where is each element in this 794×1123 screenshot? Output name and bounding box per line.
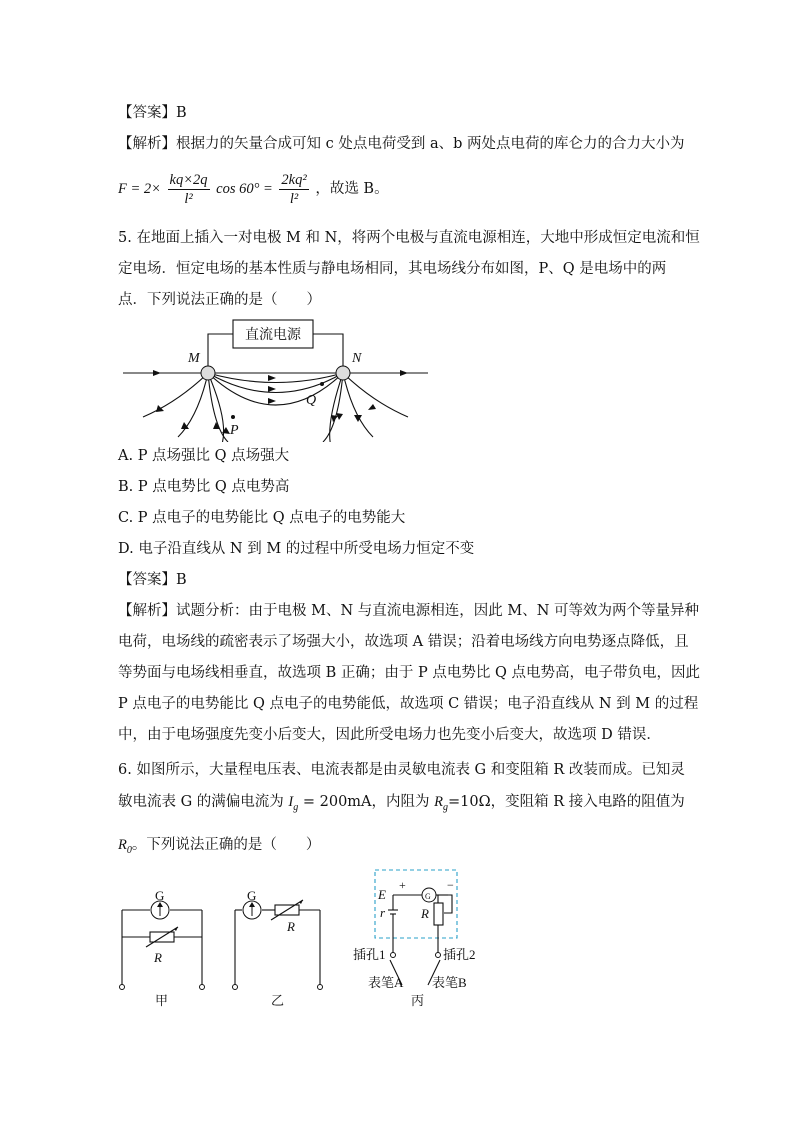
point-q xyxy=(320,382,324,386)
q5-analysis-line-3: 等势面与电场线相垂直，故选项 B 正确；由于 P 点电势比 Q 点电势高，电子带负电，因此 xyxy=(118,665,700,681)
q4-analysis-line xyxy=(118,134,684,154)
label-plus: + xyxy=(399,878,406,892)
q6-stem-line-3 xyxy=(118,835,320,861)
label-n: N xyxy=(352,351,362,366)
label-minus: − xyxy=(447,878,454,892)
ig-symbol: $I_g$ xyxy=(288,794,299,813)
r0-symbol: $R_0$ xyxy=(118,837,132,856)
fraction-2 xyxy=(279,171,308,208)
fraction-2-numerator: 2kq² xyxy=(281,171,307,188)
q5-stem-line-3: 点．下列说法正确的是（ ） xyxy=(118,292,321,308)
label-p: P xyxy=(230,423,239,438)
electrode-n xyxy=(336,366,350,380)
q6-stem-line-1: 6. 如图所示，大量程电压表、电流表都是由灵敏电流表 G 和变阻箱 R 改装而成。已知灵 xyxy=(118,762,685,778)
field-line-figure xyxy=(118,312,438,442)
formula-mid: cos 60° = xyxy=(216,181,273,197)
q6-stem-text-b: ，内阻为 xyxy=(371,794,430,810)
label-r-jia: R xyxy=(154,950,162,965)
label-g-jia: G xyxy=(155,888,165,903)
q5-option-c: C. P 点电子的电势能比 Q 点电子的电势能大 xyxy=(118,510,406,526)
q6-stem-text-3: 。下列说法正确的是（ ） xyxy=(131,837,321,853)
formula-tail: ，故选 B。 xyxy=(315,181,389,197)
label-m: M xyxy=(188,351,200,366)
q5-stem-line-2: 定电场．恒定电场的基本性质与静电场相同，其电场线分布如图，P、Q 是电场中的两 xyxy=(118,261,667,277)
answer-value: B xyxy=(176,105,187,121)
answer-tag: 【答案】 xyxy=(118,572,176,588)
rg-symbol: $R_g$ xyxy=(434,794,448,813)
label-g-yi: G xyxy=(247,888,257,903)
q5-option-a: A. P 点场强比 Q 点场强大 xyxy=(118,448,290,464)
analysis-text: 根据力的矢量合成可知 c 处点电荷受到 a、b 两处点电荷的库仑力的合力大小为 xyxy=(176,136,685,152)
q6-stem-line-2 xyxy=(118,792,685,818)
fraction-1-denominator: l² xyxy=(184,190,193,207)
label-probe-b: 表笔B xyxy=(432,975,467,990)
q4-formula xyxy=(118,170,389,208)
label-e: E xyxy=(378,887,386,902)
analysis-text: 试题分析：由于电极 M、N 与直流电源相连，因此 M、N 可等效为两个等量异种 xyxy=(176,603,700,619)
q5-analysis-line-1 xyxy=(118,601,699,621)
q5-option-d: D. 电子沿直线从 N 到 M 的过程中所受电场力恒定不变 xyxy=(118,541,475,557)
ig-value: = 200mA xyxy=(302,794,372,810)
electrode-m xyxy=(201,366,215,380)
label-q: Q xyxy=(306,393,317,408)
label-probe-a: 表笔A xyxy=(368,975,404,990)
q5-analysis-line-5: 中，由于电场强度先变小后变大，因此所受电场力也先变小后变大，故选项 D 错误． xyxy=(118,727,661,743)
circuit-figures xyxy=(110,865,490,1015)
label-r-bing: R xyxy=(421,906,429,921)
q5-answer-line xyxy=(118,570,187,590)
analysis-tag: 【解析】 xyxy=(118,136,176,152)
label-g-bing: G xyxy=(425,892,431,901)
formula-lead: F = 2× xyxy=(118,181,161,197)
q5-stem-line-1: 5. 在地面上插入一对电极 M 和 N，将两个电极与直流电源相连，大地中形成恒定电流和恒 xyxy=(118,230,700,246)
answer-value: B xyxy=(176,572,187,588)
q5-option-b: B. P 点电势比 Q 点电势高 xyxy=(118,479,290,495)
dc-source-label: 直流电源 xyxy=(245,328,301,343)
answer-tag: 【答案】 xyxy=(118,105,176,121)
rg-value: =10Ω xyxy=(448,794,491,810)
fraction-2-denominator: l² xyxy=(289,190,299,207)
q5-analysis-line-4: P 点电子的电势能比 Q 点电子的电势能低，故选项 C 错误；电子沿直线从 N 到 M 的过程 xyxy=(118,696,699,712)
label-jack-2: 插孔2 xyxy=(443,947,476,962)
q6-stem-text-c: ，变阻箱 R 接入电路的阻值为 xyxy=(490,794,685,810)
q6-stem-text-a: 敏电流表 G 的满偏电流为 xyxy=(118,794,284,810)
q5-analysis-line-2: 电荷，电场线的疏密表示了场强大小，故选项 A 错误；沿着电场线方向电势逐点降低，且 xyxy=(118,634,689,650)
caption-jia: 甲 xyxy=(155,993,169,1008)
caption-bing: 丙 xyxy=(411,993,425,1008)
label-r-small: r xyxy=(380,905,386,920)
analysis-tag: 【解析】 xyxy=(118,603,176,619)
point-p xyxy=(231,415,235,419)
q4-answer-line xyxy=(118,103,187,123)
label-jack-1: 插孔1 xyxy=(353,947,386,962)
fraction-1 xyxy=(168,171,210,208)
caption-yi: 乙 xyxy=(271,993,285,1008)
label-r-yi: R xyxy=(287,919,295,934)
fraction-1-numerator: kq×2q xyxy=(169,171,208,188)
